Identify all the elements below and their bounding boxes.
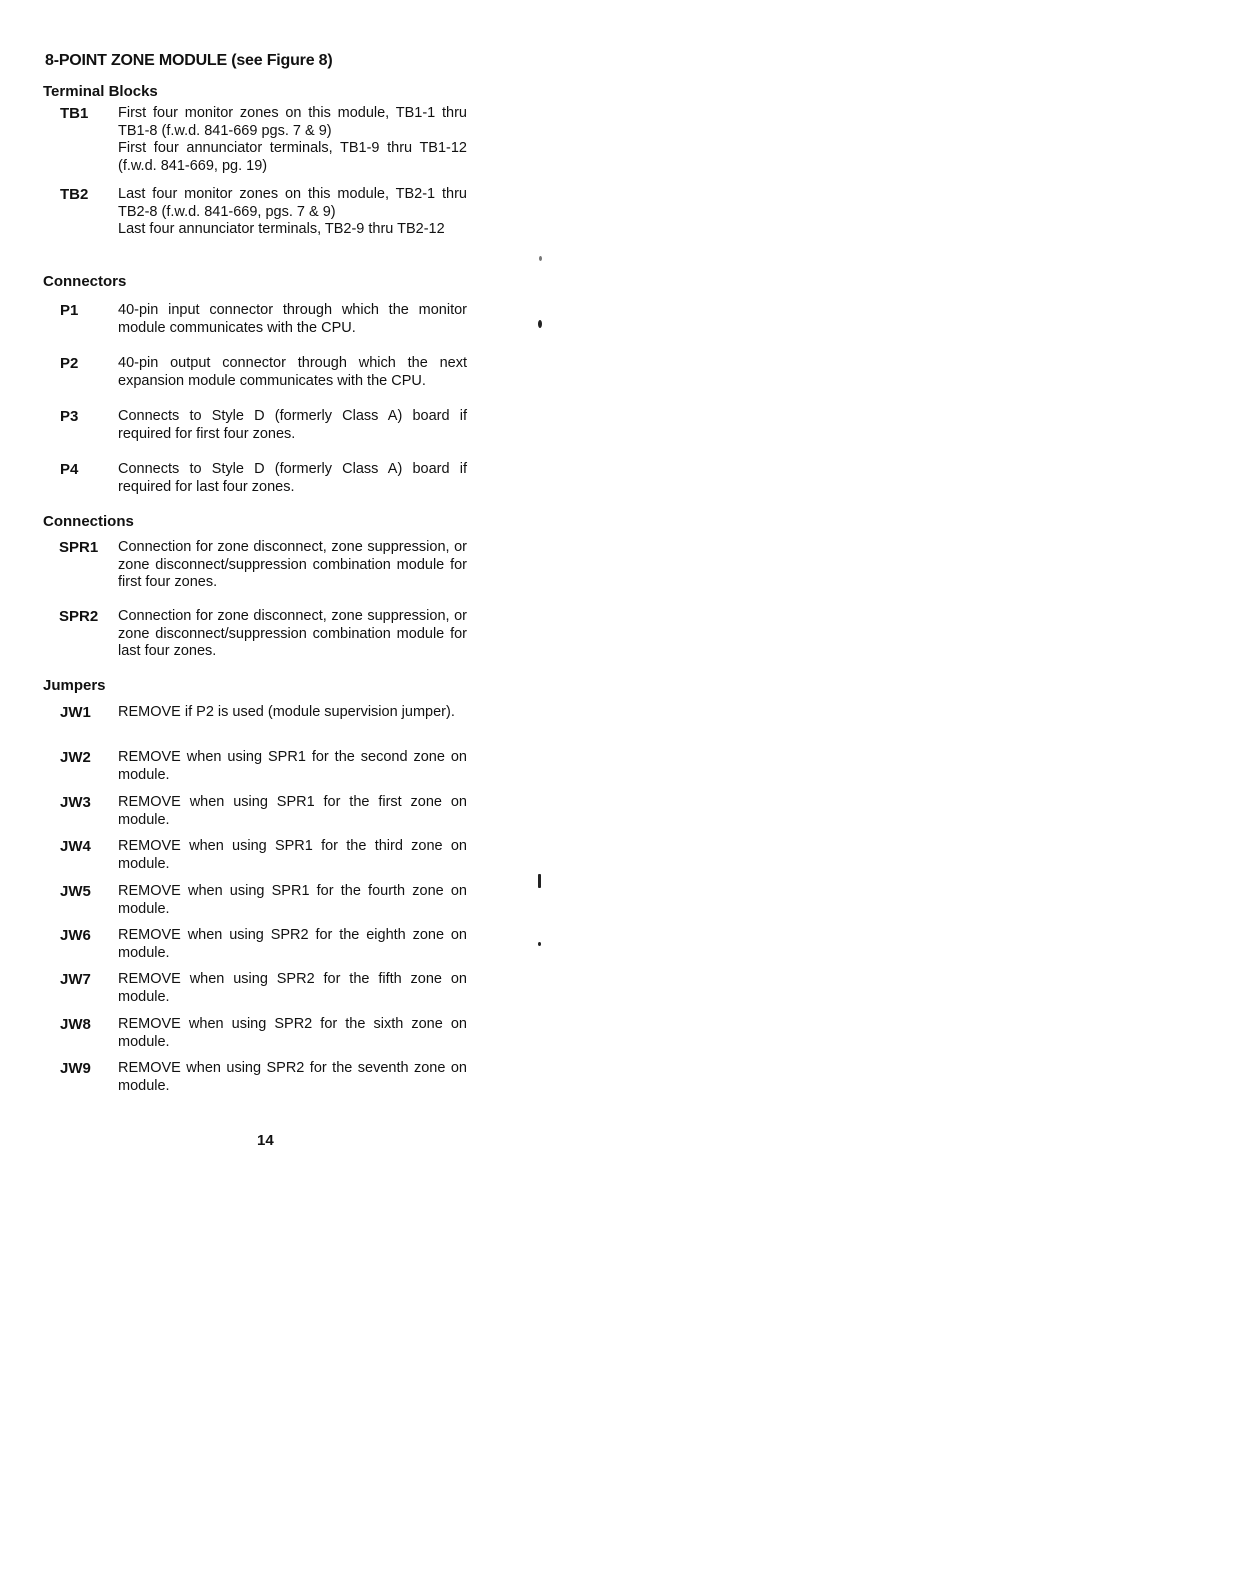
entry-description: REMOVE when using SPR1 for the first zone on module. — [118, 794, 467, 828]
section-heading-terminal-blocks: Terminal Blocks — [43, 83, 158, 100]
entry-description: Connects to Style D (formerly Class A) board if required for first four zones. — [118, 408, 467, 442]
entry-description: Connection for zone disconnect, zone suppression, or zone disconnect/suppression combination module for last four zones. — [118, 608, 467, 659]
entry-description: REMOVE if P2 is used (module supervision jumper). — [118, 704, 455, 720]
scan-speck — [538, 942, 541, 946]
entry-label: P3 — [60, 408, 79, 425]
entry-label: JW2 — [60, 749, 91, 766]
entry-description — [118, 105, 467, 175]
section-heading-connections: Connections — [43, 513, 134, 530]
entry-description: REMOVE when using SPR1 for the fourth zone on module. — [118, 883, 467, 917]
page-title: 8-POINT ZONE MODULE (see Figure 8) — [45, 52, 333, 69]
entry-description: REMOVE when using SPR2 for the fifth zone on module. — [118, 971, 467, 1005]
scan-speck — [539, 256, 542, 261]
entry-description: 40-pin output connector through which the next expansion module communicates with the CPU. — [118, 355, 467, 389]
description-line: First four monitor zones on this module, TB1-1 thru TB1-8 (f.w.d. 841-669 pgs. 7 & 9) — [118, 105, 467, 139]
entry-label: JW9 — [60, 1060, 91, 1077]
entry-label: JW8 — [60, 1016, 91, 1033]
entry-description: REMOVE when using SPR1 for the second zone on module. — [118, 749, 467, 783]
entry-label: TB2 — [60, 186, 89, 203]
entry-label: SPR1 — [59, 539, 99, 556]
entry-description: REMOVE when using SPR2 for the seventh zone on module. — [118, 1060, 467, 1094]
entry-description: REMOVE when using SPR1 for the third zone on module. — [118, 838, 467, 872]
entry-label: SPR2 — [59, 608, 99, 625]
section-heading-connectors: Connectors — [43, 273, 127, 290]
description-line: First four annunciator terminals, TB1-9 thru TB1-12 (f.w.d. 841-669, pg. 19) — [118, 140, 467, 174]
page-number: 14 — [257, 1132, 274, 1149]
entry-label: JW4 — [60, 838, 91, 855]
entry-label: JW5 — [60, 883, 91, 900]
entry-label: JW7 — [60, 971, 91, 988]
entry-label: JW6 — [60, 927, 91, 944]
entry-description: 40-pin input connector through which the monitor module communicates with the CPU. — [118, 302, 467, 336]
entry-label: TB1 — [60, 105, 89, 122]
entry-label: JW3 — [60, 794, 91, 811]
description-line: Last four monitor zones on this module, TB2-1 thru TB2-8 (f.w.d. 841-669, pgs. 7 & 9) — [118, 186, 467, 220]
entry-description — [118, 186, 467, 239]
description-line: Last four annunciator terminals, TB2-9 thru TB2-12 — [118, 221, 445, 237]
scan-speck — [538, 874, 541, 888]
entry-label: JW1 — [60, 704, 91, 721]
entry-description: REMOVE when using SPR2 for the eighth zone on module. — [118, 927, 467, 961]
entry-label: P1 — [60, 302, 79, 319]
entry-label: P4 — [60, 461, 79, 478]
scan-speck — [538, 320, 542, 328]
section-heading-jumpers: Jumpers — [43, 677, 106, 694]
entry-description: Connection for zone disconnect, zone suppression, or zone disconnect/suppression combination module for first four zones. — [118, 539, 467, 590]
entry-label: P2 — [60, 355, 79, 372]
entry-description: Connects to Style D (formerly Class A) board if required for last four zones. — [118, 461, 467, 495]
entry-description: REMOVE when using SPR2 for the sixth zone on module. — [118, 1016, 467, 1050]
